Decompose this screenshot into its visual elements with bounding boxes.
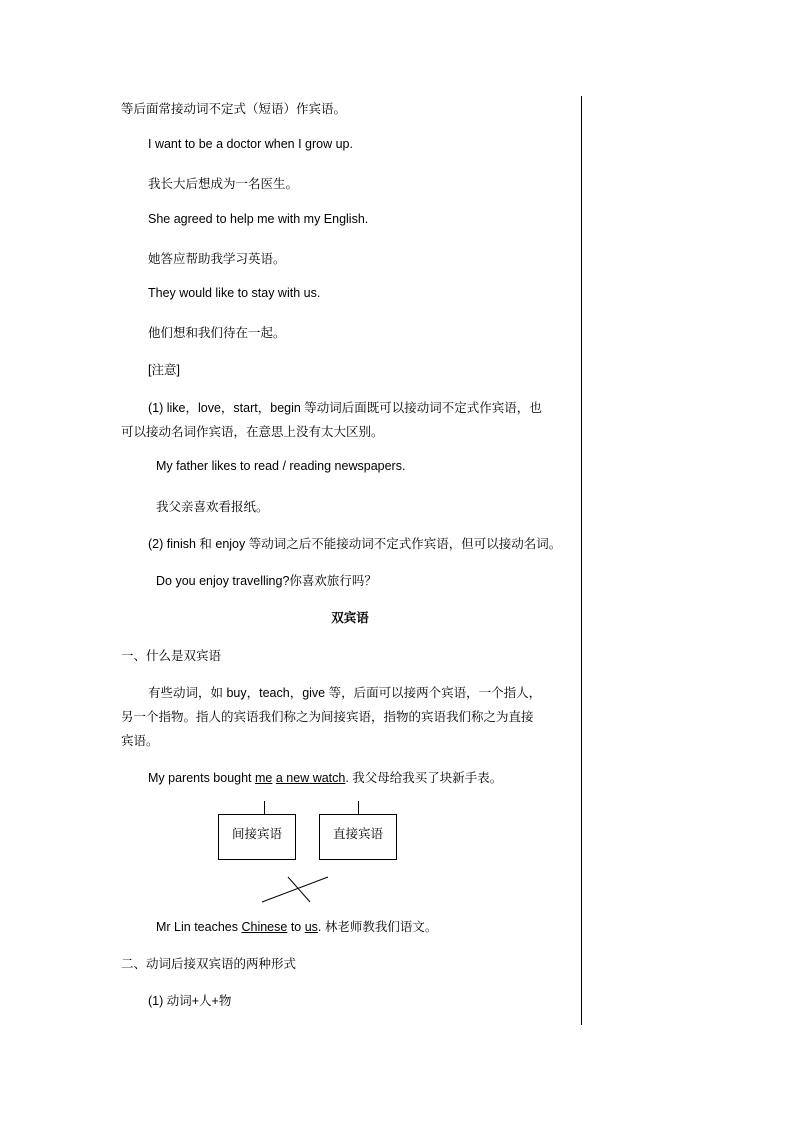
text-line: 等后面常接动词不定式（短语）作宾语。 bbox=[121, 102, 347, 116]
example-sentence: I want to be a doctor when I grow up. bbox=[148, 137, 353, 151]
cross-line bbox=[288, 877, 310, 902]
subheading: 一、什么是双宾语 bbox=[121, 649, 222, 663]
example-double-object bbox=[148, 768, 502, 786]
example-sentence: My father likes to read / reading newspapers. bbox=[156, 459, 406, 473]
connector-line bbox=[264, 801, 265, 814]
translation: 他们想和我们待在一起。 bbox=[148, 326, 286, 340]
example-text: My parents bought bbox=[148, 771, 256, 785]
translation: 我父亲喜欢看报纸。 bbox=[156, 500, 269, 514]
example-text: Mr Lin teaches bbox=[156, 920, 242, 934]
indirect-object-box bbox=[218, 814, 296, 860]
cross-line bbox=[262, 877, 328, 902]
box-label: 直接宾语 bbox=[332, 827, 383, 841]
note-label: [注意] bbox=[148, 363, 180, 377]
crossing-lines bbox=[260, 874, 330, 906]
example-sentence: She agreed to help me with my English. bbox=[148, 212, 369, 226]
translation: 我长大后想成为一名医生。 bbox=[148, 177, 299, 191]
translation: 她答应帮助我学习英语。 bbox=[148, 252, 286, 266]
subheading: 二、动词后接双宾语的两种形式 bbox=[121, 957, 297, 971]
direct-object: a new watch bbox=[275, 771, 346, 785]
pattern-item: (1) 动词+人+物 bbox=[148, 994, 232, 1008]
note-rule-1: (1) like，love，start，begin 等动词后面既可以接动词不定式作宾语，也 bbox=[148, 401, 542, 415]
column-rule bbox=[581, 96, 582, 1025]
indirect-object: us bbox=[304, 920, 318, 934]
indirect-object: me bbox=[255, 771, 273, 785]
paragraph-line: 另一个指物。指人的宾语我们称之为间接宾语，指物的宾语我们称之为直接 bbox=[121, 710, 534, 724]
paragraph-line: 有些动词，如 buy，teach，give 等，后面可以接两个宾语，一个指人， bbox=[148, 686, 542, 700]
direct-object-box bbox=[319, 814, 397, 860]
example-sentence: Do you enjoy travelling?你喜欢旅行吗？ bbox=[156, 574, 377, 588]
example-double-object bbox=[156, 917, 437, 935]
example-text: . 林老师教我们语文。 bbox=[317, 920, 438, 934]
note-rule-2: (2) finish 和 enjoy 等动词之后不能接动词不定式作宾语，但可以接动名词。 bbox=[148, 537, 562, 551]
note-rule-1-cont: 可以接动名词作宾语，在意思上没有太大区别。 bbox=[121, 425, 384, 439]
example-text: . 我父母给我买了块新手表。 bbox=[345, 771, 503, 785]
connector-line bbox=[358, 801, 359, 814]
box-label: 间接宾语 bbox=[231, 827, 282, 841]
example-sentence: They would like to stay with us. bbox=[148, 286, 321, 300]
example-text: to bbox=[287, 920, 305, 934]
paragraph-line: 宾语。 bbox=[121, 734, 159, 748]
section-title: 双宾语 bbox=[331, 611, 369, 625]
direct-object: Chinese bbox=[241, 920, 288, 934]
